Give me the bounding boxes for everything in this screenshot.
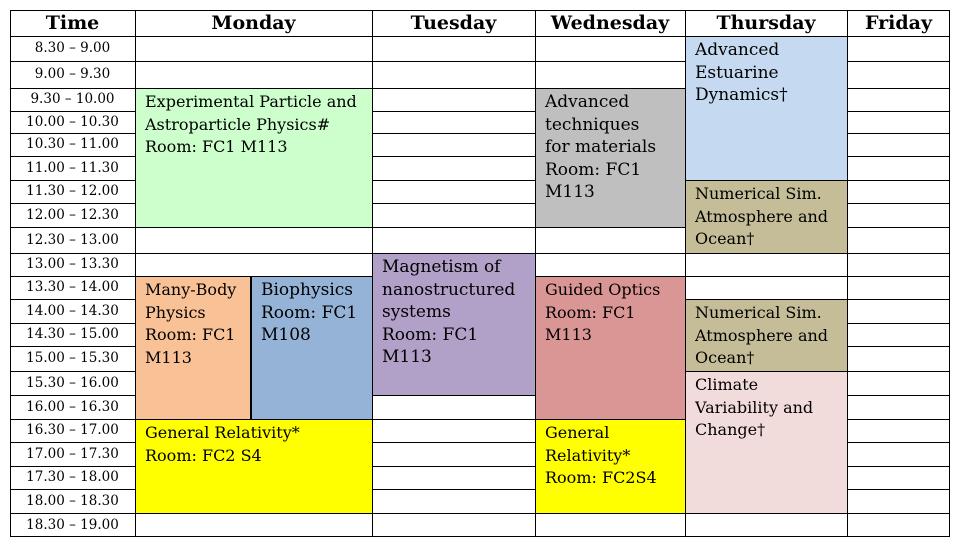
header-time: Time bbox=[45, 12, 100, 34]
header-wednesday: Wednesday bbox=[550, 12, 670, 34]
course-text-line: systems bbox=[382, 302, 451, 322]
time-slot-label: 8.30 – 9.00 bbox=[34, 40, 111, 56]
grid-col-line bbox=[949, 10, 950, 537]
course-text-line: Physics bbox=[145, 302, 206, 322]
grid-row-line bbox=[10, 513, 950, 514]
time-slot-label: 17.00 – 17.30 bbox=[26, 446, 119, 462]
course-text-line: Room: FC1 M113 bbox=[145, 137, 288, 156]
time-slot-label: 17.30 – 18.00 bbox=[26, 469, 119, 485]
course-text-line: Climate bbox=[695, 375, 759, 394]
course-text-line: Guided Optics bbox=[545, 280, 661, 299]
time-slot-label: 11.00 – 11.30 bbox=[26, 160, 119, 176]
course-block-many-body[interactable] bbox=[136, 277, 250, 419]
course-text-line: M108 bbox=[261, 325, 311, 345]
course-text-line: Astroparticle Physics# bbox=[145, 114, 331, 134]
course-text-line: Variability and bbox=[695, 397, 814, 417]
course-text-line: General Relativity* bbox=[145, 423, 300, 442]
header-monday: Monday bbox=[211, 12, 296, 34]
time-slot-label: 14.00 – 14.30 bbox=[26, 303, 119, 319]
course-text-line: Atmosphere and bbox=[695, 206, 829, 226]
course-text-line: Experimental Particle and bbox=[145, 92, 357, 111]
course-text-line: Advanced bbox=[545, 92, 630, 112]
grid-col-line bbox=[10, 10, 11, 537]
course-text-line: Room: FC1 bbox=[545, 159, 642, 180]
time-slot-label: 14.30 – 15.00 bbox=[26, 326, 119, 342]
course-block-experimental-particle-and[interactable] bbox=[136, 89, 372, 227]
course-text-line: Dynamics† bbox=[695, 85, 788, 105]
grid-row-line bbox=[10, 10, 950, 11]
time-slot-label: 15.00 – 15.30 bbox=[26, 350, 119, 366]
course-text-line: Relativity* bbox=[545, 445, 631, 465]
course-text-line: Change† bbox=[695, 420, 766, 439]
grid-row-line bbox=[10, 536, 950, 537]
course-text-line: Room: FC2S4 bbox=[545, 468, 657, 487]
course-block-general[interactable] bbox=[536, 420, 685, 513]
time-slot-label: 9.30 – 10.00 bbox=[30, 91, 115, 107]
time-slot-label: 9.00 – 9.30 bbox=[34, 66, 111, 82]
course-text-line: Ocean† bbox=[695, 229, 755, 248]
time-slot-label: 10.00 – 10.30 bbox=[26, 114, 119, 130]
time-slot-label: 13.30 – 14.00 bbox=[26, 279, 119, 295]
course-text-line: techniques bbox=[545, 114, 640, 135]
course-text-line: Ocean† bbox=[695, 348, 755, 367]
course-text-line: M113 bbox=[545, 182, 595, 202]
monday-split-line bbox=[250, 276, 251, 419]
course-block-numerical-sim[interactable] bbox=[686, 300, 847, 371]
course-block-magnetism-of[interactable] bbox=[373, 254, 535, 395]
course-text-line: Room: FC1 bbox=[261, 302, 358, 323]
course-text-line: Numerical Sim. bbox=[695, 303, 822, 322]
course-text-line: Many-Body bbox=[145, 280, 237, 299]
course-block-numerical-sim[interactable] bbox=[686, 181, 847, 253]
time-slot-label: 16.30 – 17.00 bbox=[26, 422, 119, 438]
course-text-line: Room: FC1 bbox=[145, 325, 236, 344]
course-text-line: Advanced bbox=[695, 40, 780, 60]
time-slot-label: 15.30 – 16.00 bbox=[26, 375, 119, 391]
header-thursday: Thursday bbox=[716, 12, 816, 34]
course-text-line: General bbox=[545, 423, 610, 442]
time-slot-label: 12.00 – 12.30 bbox=[26, 207, 119, 223]
time-slot-label: 18.00 – 18.30 bbox=[26, 493, 119, 509]
course-text-line: M113 bbox=[545, 325, 592, 344]
course-block-guided-optics[interactable] bbox=[536, 277, 685, 419]
course-block-climate[interactable] bbox=[686, 372, 847, 513]
time-slot-label: 11.30 – 12.00 bbox=[26, 183, 119, 199]
time-slot-label: 10.30 – 11.00 bbox=[26, 136, 119, 152]
course-block-general-relativity[interactable] bbox=[136, 420, 372, 513]
course-text-line: Room: FC1 bbox=[545, 302, 636, 322]
course-text-line: Biophysics bbox=[261, 280, 354, 300]
course-block-advanced[interactable] bbox=[536, 89, 685, 227]
time-slot-label: 13.00 – 13.30 bbox=[26, 256, 119, 272]
course-text-line: Numerical Sim. bbox=[695, 184, 822, 203]
header-tuesday: Tuesday bbox=[410, 12, 497, 34]
course-text-line: for materials bbox=[545, 137, 657, 157]
timetable bbox=[10, 10, 950, 537]
time-slot-label: 18.30 – 19.00 bbox=[26, 517, 119, 533]
course-text-line: nanostructured bbox=[382, 279, 516, 300]
time-slot-label: 12.30 – 13.00 bbox=[26, 232, 119, 248]
course-text-line: Room: FC1 M113 bbox=[382, 324, 479, 367]
grid-col-line bbox=[847, 10, 848, 537]
course-text-line: Room: FC2 S4 bbox=[145, 445, 262, 465]
course-text-line: Estuarine bbox=[695, 62, 779, 83]
course-text-line: Atmosphere and bbox=[695, 325, 829, 345]
course-text-line: Magnetism of bbox=[382, 257, 501, 277]
course-block-advanced[interactable] bbox=[686, 37, 847, 180]
header-friday: Friday bbox=[864, 12, 933, 34]
course-text-line: M113 bbox=[145, 347, 192, 367]
course-block-biophysics[interactable] bbox=[251, 277, 372, 419]
time-slot-label: 16.00 – 16.30 bbox=[26, 399, 119, 415]
